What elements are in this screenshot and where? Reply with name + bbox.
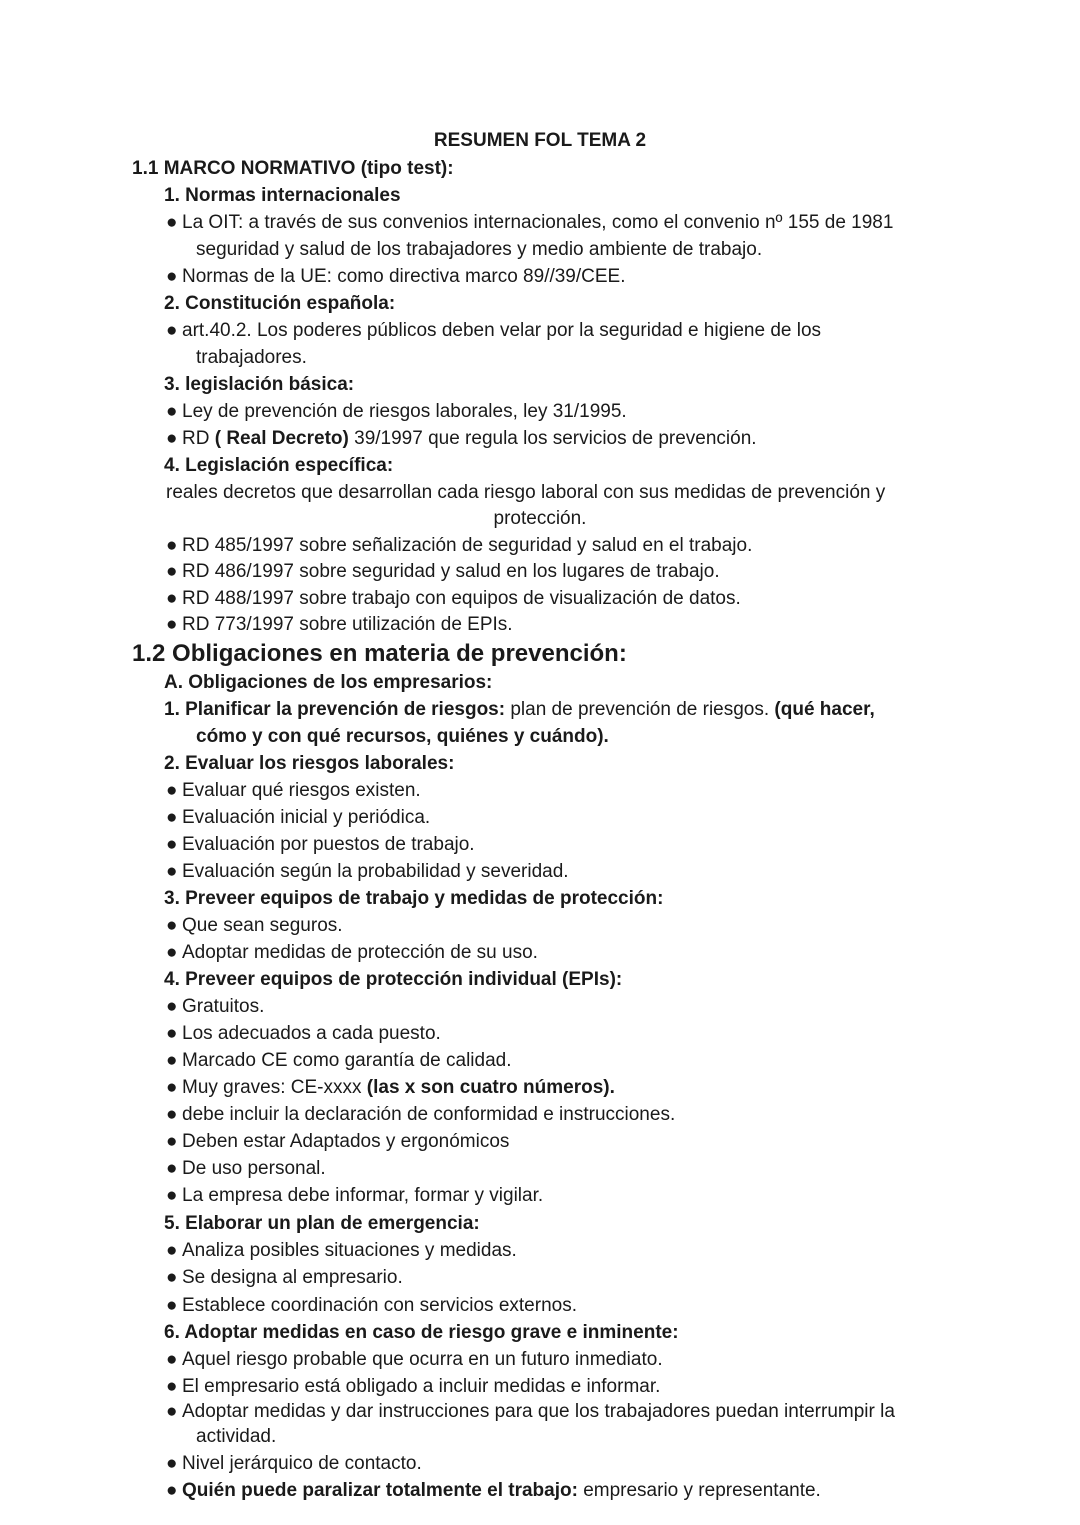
list-item: ● La OIT: a través de sus convenios internacionales, como el convenio nº 155 de 1981 (166, 212, 894, 233)
bullet-icon: ● (166, 861, 178, 882)
bullet-icon: ● (166, 834, 178, 855)
bullet-icon: ● (166, 1349, 178, 1370)
subheading-legislacion-especifica: 4. Legislación específica: (164, 455, 394, 476)
bullet-icon: ● (166, 614, 178, 635)
bullet-icon: ● (166, 807, 178, 828)
subheading-obligaciones-empresarios: A. Obligaciones de los empresarios: (164, 672, 493, 693)
bullet-icon: ● (166, 915, 178, 936)
list-item: ● Adoptar medidas y dar instrucciones para que los trabajadores puedan interrumpir la (166, 1401, 895, 1422)
subheading-equipos-trabajo: 3. Preveer equipos de trabajo y medidas de protección: (164, 888, 664, 909)
list-item: ● RD ( Real Decreto) 39/1997 que regula los servicios de prevención. (166, 428, 757, 449)
subheading-epis: 4. Preveer equipos de protección individual (EPIs): (164, 969, 623, 990)
list-item-continuation: seguridad y salud de los trabajadores y medio ambiente de trabajo. (196, 239, 763, 260)
bullet-icon: ● (166, 1104, 178, 1125)
obligation-item-continuation: cómo y con qué recursos, quiénes y cuándo). (196, 726, 609, 747)
subheading-plan-emergencia: 5. Elaborar un plan de emergencia: (164, 1213, 480, 1234)
bullet-icon: ● (166, 428, 178, 449)
bullet-icon: ● (166, 212, 178, 233)
bullet-icon: ● (166, 1131, 178, 1152)
list-item: ● Nivel jerárquico de contacto. (166, 1453, 422, 1474)
bullet-icon: ● (166, 1185, 178, 1206)
subheading-constitucion: 2. Constitución española: (164, 293, 396, 314)
list-item: ● Muy graves: CE-xxxx (las x son cuatro números). (166, 1077, 615, 1098)
list-item: ● RD 773/1997 sobre utilización de EPIs. (166, 614, 513, 635)
bullet-icon: ● (166, 942, 178, 963)
list-item-continuation: trabajadores. (196, 347, 307, 368)
list-item: ● El empresario está obligado a incluir medidas e informar. (166, 1376, 661, 1397)
bullet-icon: ● (166, 1158, 178, 1179)
bullet-icon: ● (166, 1077, 178, 1098)
document-title: RESUMEN FOL TEMA 2 (433, 130, 647, 151)
bullet-icon: ● (166, 535, 178, 556)
list-item-continuation: actividad. (196, 1426, 277, 1447)
bullet-icon: ● (166, 1267, 178, 1288)
bullet-icon: ● (166, 320, 178, 341)
list-item: ● Quién puede paralizar totalmente el trabajo: empresario y representante. (166, 1480, 821, 1501)
list-item: ● La empresa debe informar, formar y vigilar. (166, 1185, 544, 1206)
subheading-evaluar-riesgos: 2. Evaluar los riesgos laborales: (164, 753, 455, 774)
bullet-icon: ● (166, 1240, 178, 1261)
list-item: ● Que sean seguros. (166, 915, 343, 936)
bullet-icon: ● (166, 996, 178, 1017)
bullet-icon: ● (166, 1023, 178, 1044)
bullet-icon: ● (166, 1401, 178, 1422)
bullet-icon: ● (166, 1453, 178, 1474)
bullet-icon: ● (166, 1480, 178, 1501)
subheading-legislacion-basica: 3. legislación básica: (164, 374, 355, 395)
list-item: ● Adoptar medidas de protección de su uso. (166, 942, 538, 963)
bullet-icon: ● (166, 1376, 178, 1397)
list-item: ● Aquel riesgo probable que ocurra en un futuro inmediato. (166, 1349, 663, 1370)
list-item: ● Deben estar Adaptados y ergonómicos (166, 1131, 510, 1152)
bullet-icon: ● (166, 561, 178, 582)
obligation-item: 1. Planificar la prevención de riesgos: plan de prevención de riesgos. (qué hacer, (164, 699, 875, 720)
list-item: ● Establece coordinación con servicios externos. (166, 1295, 577, 1316)
list-item: ● Evaluación por puestos de trabajo. (166, 834, 475, 855)
list-item: ● De uso personal. (166, 1158, 326, 1179)
list-item: ● Los adecuados a cada puesto. (166, 1023, 441, 1044)
list-item: ● RD 488/1997 sobre trabajo con equipos de visualización de datos. (166, 588, 741, 609)
list-item: ● RD 486/1997 sobre seguridad y salud en los lugares de trabajo. (166, 561, 720, 582)
list-item: ● Marcado CE como garantía de calidad. (166, 1050, 512, 1071)
list-item: ● Evaluación según la probabilidad y severidad. (166, 861, 569, 882)
list-item: ● Normas de la UE: como directiva marco 89//39/CEE. (166, 266, 626, 287)
bullet-icon: ● (166, 1295, 178, 1316)
bullet-icon: ● (166, 588, 178, 609)
list-item: ● RD 485/1997 sobre señalización de seguridad y salud en el trabajo. (166, 535, 753, 556)
list-item: ● art.40.2. Los poderes públicos deben velar por la seguridad e higiene de los (166, 320, 822, 341)
bullet-icon: ● (166, 780, 178, 801)
subheading-normas-internacionales: 1. Normas internacionales (164, 185, 401, 206)
bullet-icon: ● (166, 1050, 178, 1071)
list-item: ● Evaluar qué riesgos existen. (166, 780, 421, 801)
paragraph-text-centered: protección. (493, 508, 587, 529)
bullet-icon: ● (166, 401, 178, 422)
section-heading-marco-normativo: 1.1 MARCO NORMATIVO (tipo test): (132, 158, 454, 179)
list-item: ● Ley de prevención de riesgos laborales, ley 31/1995. (166, 401, 627, 422)
list-item: ● Se designa al empresario. (166, 1267, 403, 1288)
list-item: ● Gratuitos. (166, 996, 265, 1017)
section-heading-obligaciones: 1.2 Obligaciones en materia de prevención: (132, 640, 627, 667)
paragraph-text: reales decretos que desarrollan cada riesgo laboral con sus medidas de prevención y (166, 482, 886, 503)
list-item: ● Evaluación inicial y periódica. (166, 807, 431, 828)
list-item: ● Analiza posibles situaciones y medidas. (166, 1240, 517, 1261)
bullet-icon: ● (166, 266, 178, 287)
subheading-riesgo-grave: 6. Adoptar medidas en caso de riesgo grave e inminente: (164, 1322, 679, 1343)
list-item: ● debe incluir la declaración de conformidad e instrucciones. (166, 1104, 676, 1125)
